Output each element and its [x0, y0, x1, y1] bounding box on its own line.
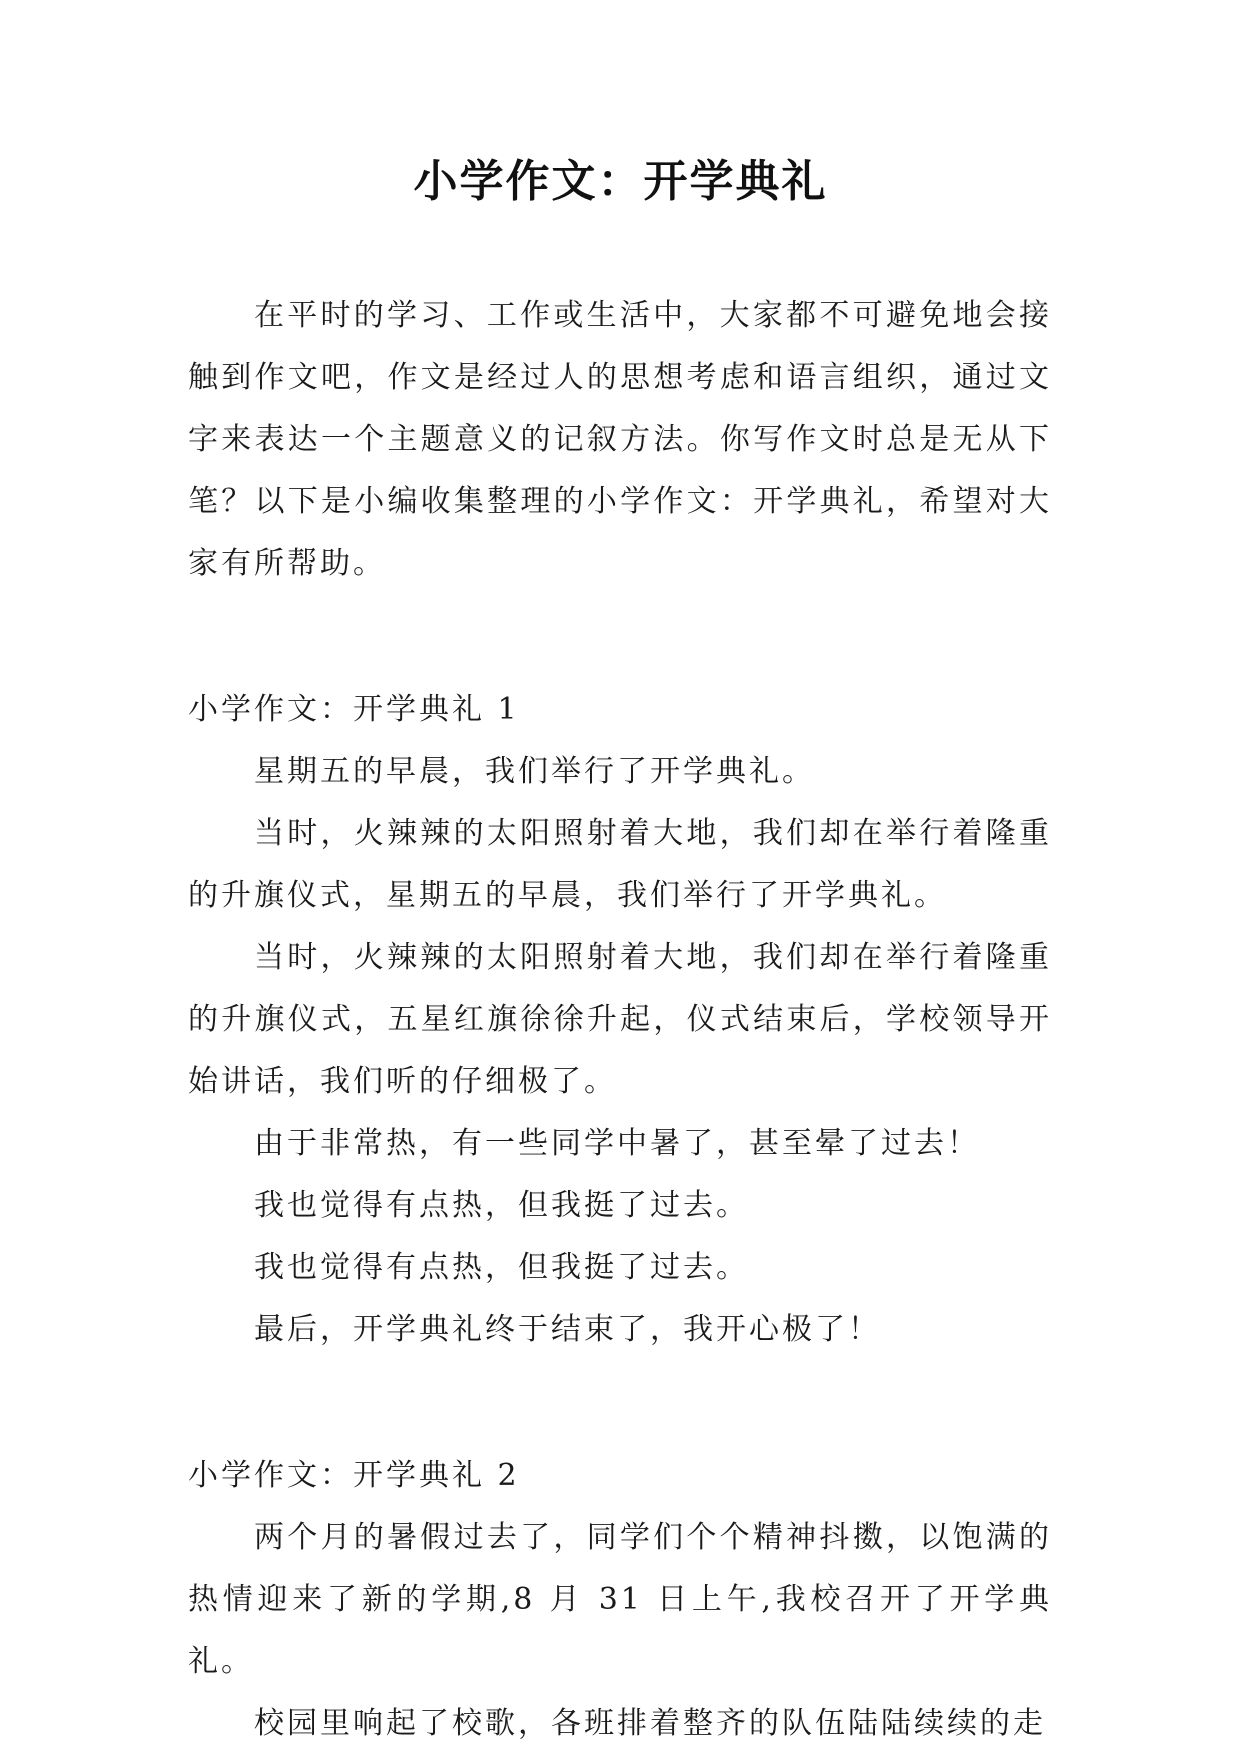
paragraph: 由于非常热，有一些同学中暑了，甚至晕了过去！ [254, 1126, 980, 1161]
document-body [188, 285, 1052, 1755]
paragraph: 我也觉得有点热，但我挺了过去。 [254, 1250, 749, 1285]
paragraph: 星期五的早晨，我们举行了开学典礼。 [254, 754, 815, 789]
paragraph: 校园里响起了校歌，各班排着整齐的队伍陆陆续续的走 [254, 1706, 1046, 1741]
paragraph: 我也觉得有点热，但我挺了过去。 [254, 1188, 749, 1223]
paragraph: 当时，火辣辣的太阳照射着大地，我们却在举行着隆重的升旗仪式，五星红旗徐徐升起，仪式结束后，学校领导开始讲话，我们听的仔细极了。 [188, 940, 1052, 1099]
intro-paragraph: 在平时的学习、工作或生活中，大家都不可避免地会接触到作文吧，作文是经过人的思想考虑和语言组织，通过文字来表达一个主题意义的记叙方法。你写作文时总是无从下笔？以下是小编收集整理的小学作文：开学典礼，希望对大家有所帮助。 [188, 298, 1052, 581]
section-heading: 小学作文：开学典礼 1 [188, 692, 520, 727]
paragraph: 最后，开学典礼终于结束了，我开心极了！ [254, 1312, 881, 1347]
document-title: 小学作文：开学典礼 [413, 156, 828, 207]
paragraph: 两个月的暑假过去了，同学们个个精神抖擞，以饱满的热情迎来了新的学期,8 月 31 日上午,我校召开了开学典礼。 [188, 1520, 1052, 1679]
paragraph: 当时，火辣辣的太阳照射着大地，我们却在举行着隆重的升旗仪式，星期五的早晨，我们举行了开学典礼。 [188, 816, 1052, 913]
section-heading: 小学作文：开学典礼 2 [188, 1458, 520, 1493]
